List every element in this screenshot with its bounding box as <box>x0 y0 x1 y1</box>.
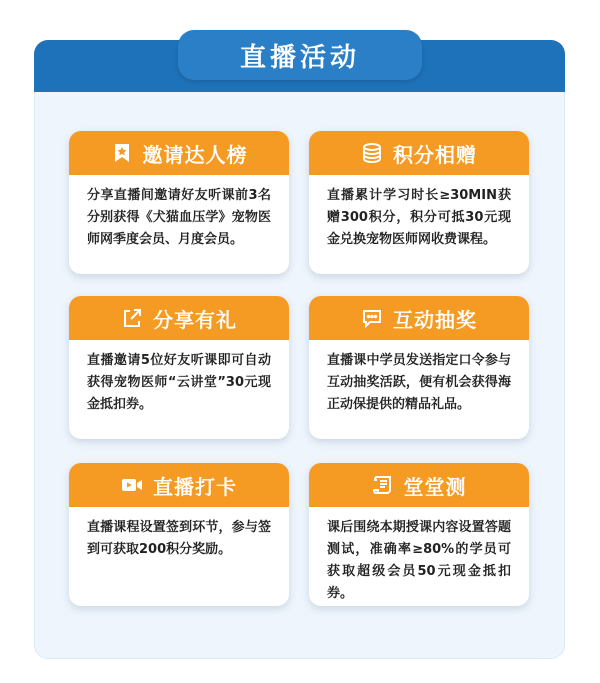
bookmark-star-icon <box>111 142 133 164</box>
share-icon <box>121 307 143 329</box>
card-title: 直播打卡 <box>153 474 237 499</box>
card-text: 分享直播间邀请好友听课前3名分别获得《犬猫血压学》宠物医师网季度会员、月度会员。 <box>87 188 271 247</box>
card-header <box>309 296 529 340</box>
card-quiz <box>309 463 529 606</box>
card-title: 邀请达人榜 <box>142 142 248 167</box>
card-text: 课后围绕本期授课内容设置答题测试，准确率≥80%的学员可获取超级会员50元现金抵扣券。 <box>327 520 511 601</box>
coin-stack-icon <box>361 142 383 164</box>
card-header <box>309 131 529 175</box>
card-header <box>309 463 529 507</box>
card-title: 互动抽奖 <box>393 307 477 332</box>
card-checkin <box>69 463 289 606</box>
card-header <box>69 296 289 340</box>
card-text: 直播课中学员发送指定口令参与互动抽奖活跃，便有机会获得海正动保提供的精品礼品。 <box>327 353 511 412</box>
card-text: 直播累计学习时长≥30MIN获赠300积分，积分可抵30元现金兑换宠物医师网收费课程。 <box>327 188 511 247</box>
card-points-gift <box>309 131 529 274</box>
page-title: 直播活动 <box>178 30 422 80</box>
video-camera-icon <box>121 474 143 496</box>
card-title: 堂堂测 <box>403 474 467 499</box>
scroll-quiz-icon <box>372 474 394 496</box>
card-invite-ranking <box>69 131 289 274</box>
card-title: 积分相赠 <box>393 142 477 167</box>
card-text: 直播课程设置签到环节，参与签到可获取200积分奖励。 <box>87 520 271 557</box>
card-header <box>69 131 289 175</box>
card-share-reward <box>69 296 289 439</box>
card-lottery <box>309 296 529 439</box>
card-header <box>69 463 289 507</box>
chat-bubble-icon <box>361 307 383 329</box>
card-text: 直播邀请5位好友听课即可自动获得宠物医师“云讲堂”30元现金抵扣券。 <box>87 353 271 412</box>
card-title: 分享有礼 <box>153 307 237 332</box>
